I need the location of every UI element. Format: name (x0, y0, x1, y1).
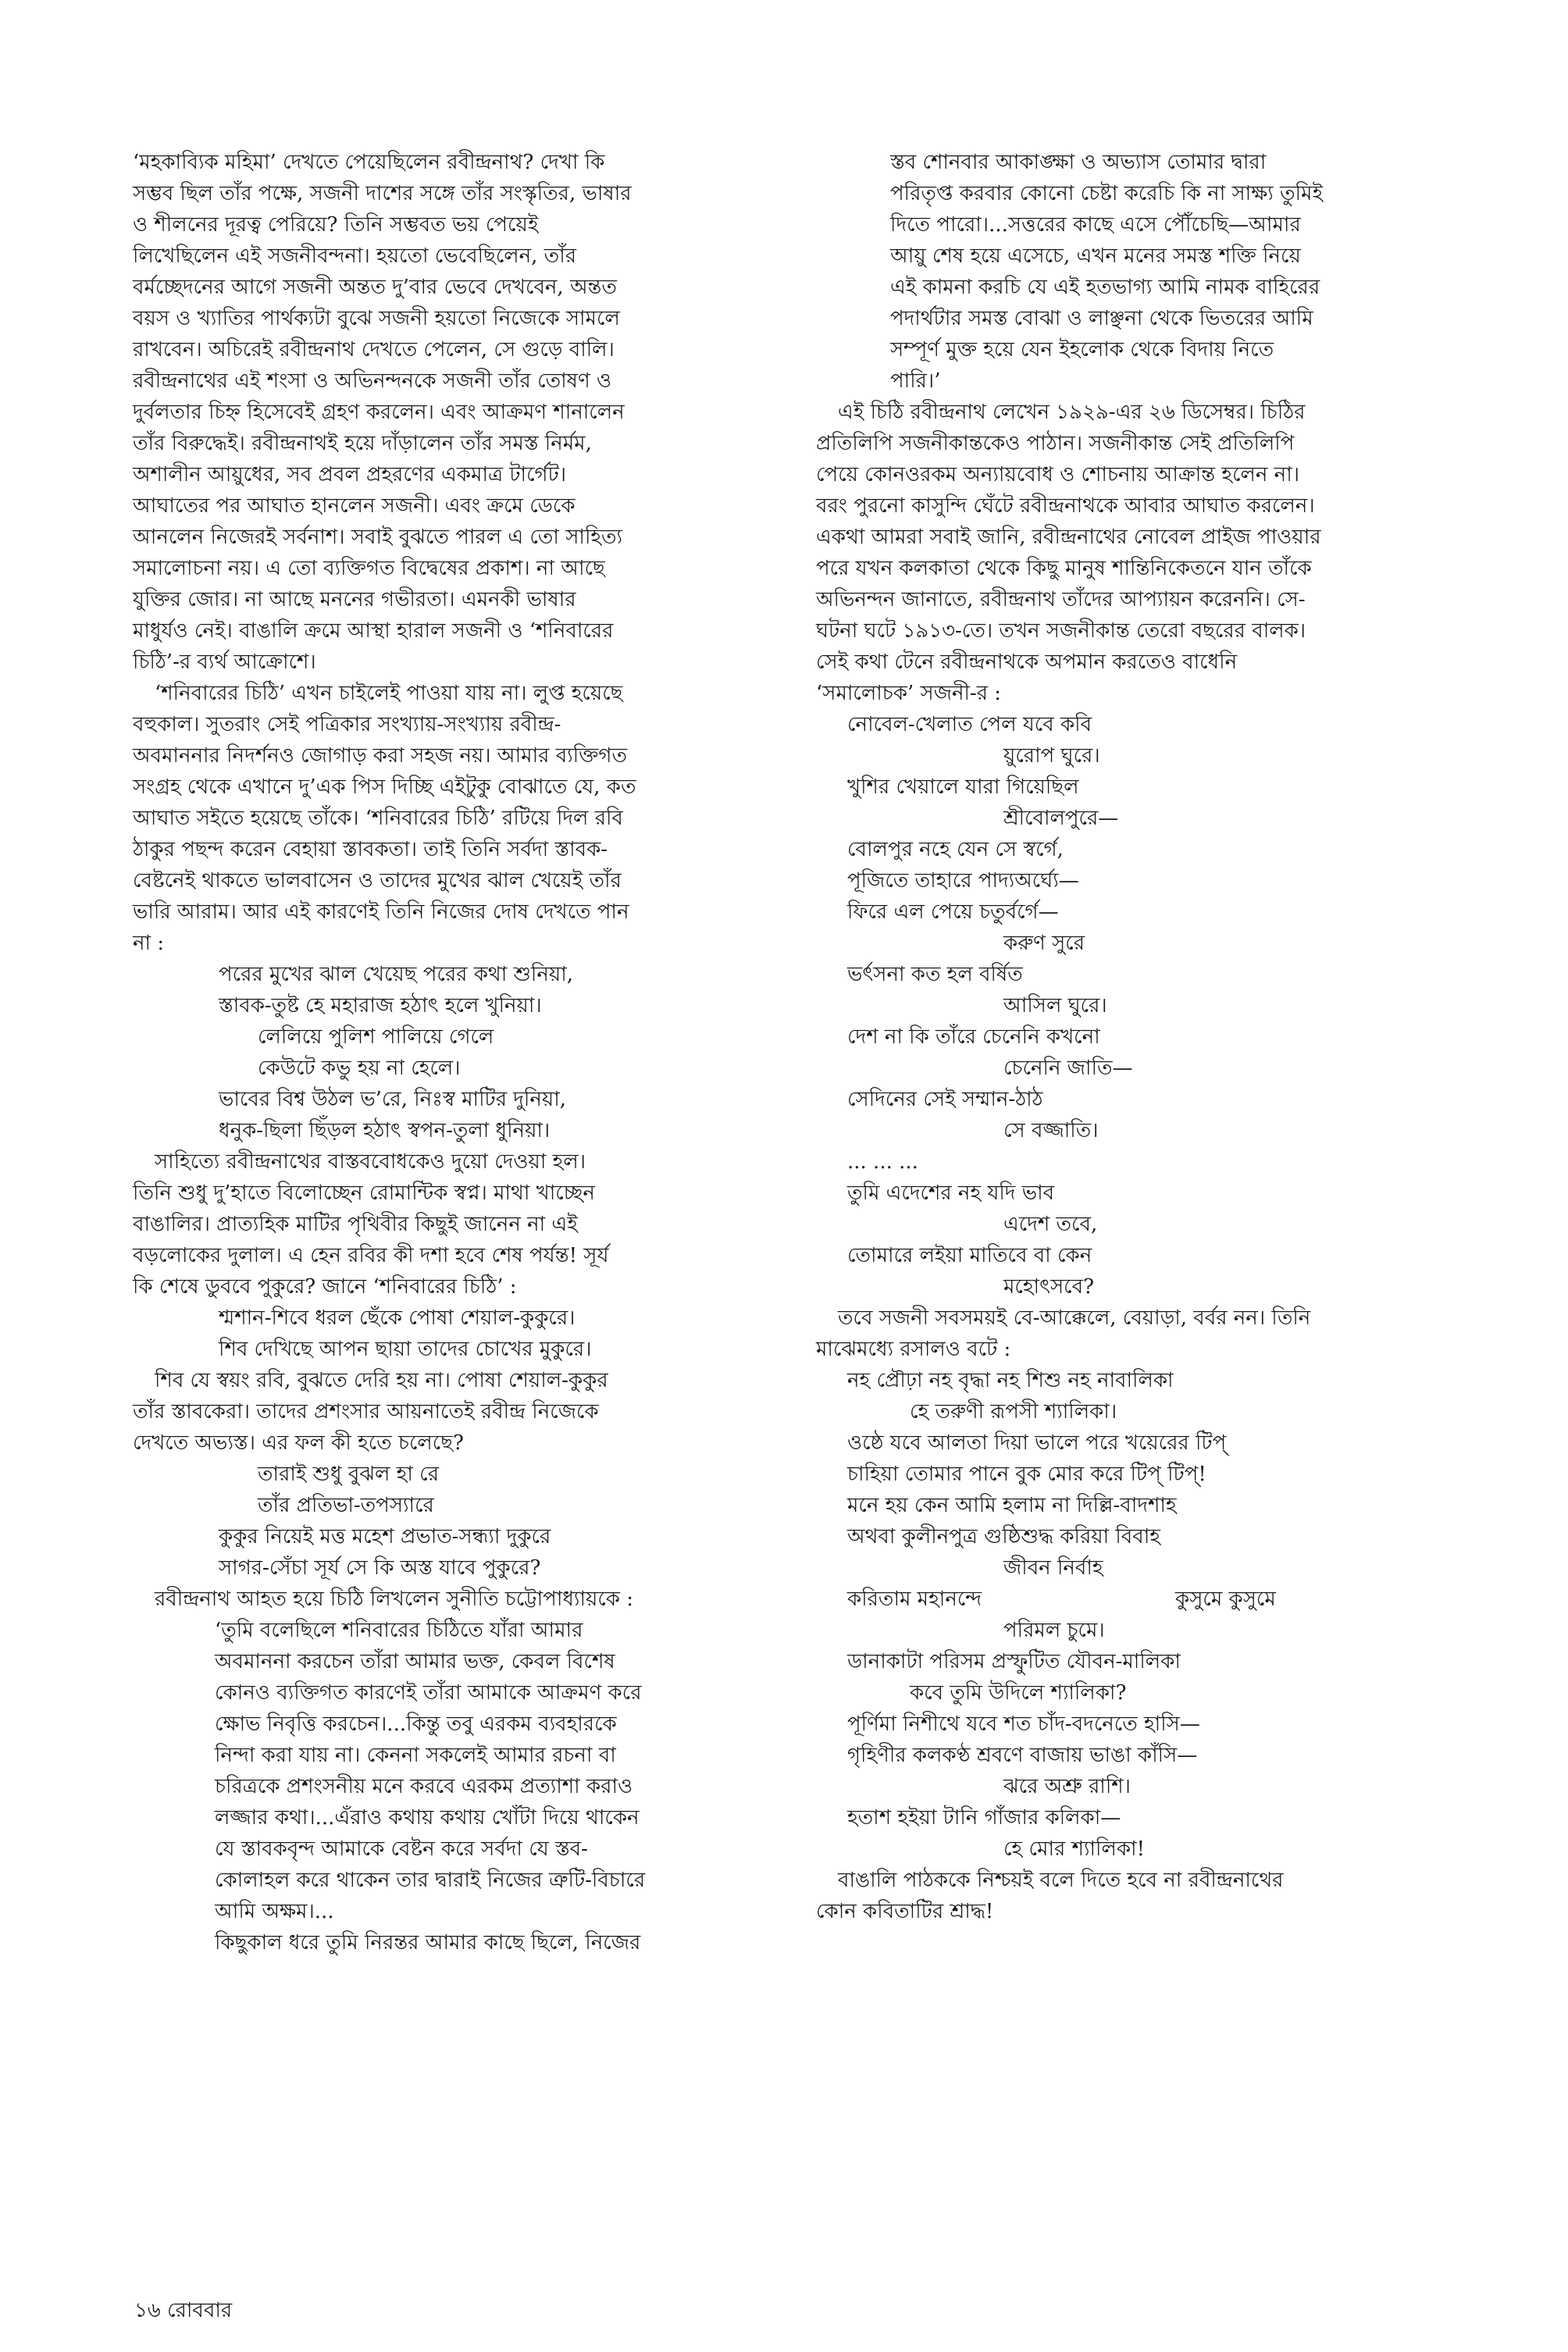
right-line: সেই কথা টেনে রবীন্দ্রনাথকে অপমান করতেও বাধেনি (816, 650, 1238, 674)
right-line: কুসুমে কুসুমে (1175, 1588, 1276, 1611)
right-line: জীবন নির্বাহ (1003, 1556, 1103, 1580)
left-line: রাখবেন। অচিরেই রবীন্দ্রনাথ দেখতে পেলেন, সে গুড়ে বালি। (133, 338, 615, 362)
right-line: কবে তুমি উদিলে শ্যালিকা? (910, 1681, 1127, 1705)
left-line: না : (133, 932, 165, 955)
right-line: তবে সজনী সবসময়ই বে-আক্কেলে, বেয়াড়া, বর্বর নন। তিনি (838, 1306, 1311, 1330)
left-line: তাঁর স্তাবকেরা। তাদের প্রশংসার আয়নাতেই রবীন্দ্র নিজেকে (133, 1400, 599, 1424)
left-line: বহুকাল। সুতরাং সেই পত্রিকার সংখ্যায়-সংখ্যায় রবীন্দ্র- (133, 713, 561, 736)
left-line: কি শেষে ডুববে পুকুরে? জানে ‘শনিবারের চিঠি’ : (133, 1275, 517, 1299)
left-line: কেউটে কভু হয় না হেলে। (258, 1057, 461, 1080)
left-line: শিব যে স্বয়ং রবি, বুঝতে দেরি হয় না। পোষা শেয়াল-কুকুর (155, 1369, 608, 1392)
right-line: ফিরে এল পেয়ে চতুর্বর্গে— (847, 900, 1059, 924)
right-line: একথা আমরা সবাই জানি, রবীন্দ্রনাথের নোবেল প্রাইজ পাওয়ার (816, 526, 1321, 549)
left-line: বেষ্টনেই থাকতে ভালবাসেন ও তাদের মুখের ঝাল খেয়েই তাঁর (133, 869, 622, 893)
left-line: তারাই শুধু বুঝল হা রে (258, 1463, 439, 1486)
right-line: শ্রীবোলপুরে— (1003, 807, 1119, 830)
right-line: সম্পূর্ণ মুক্ত হয়ে যেন ইহলোক থেকে বিদায় নিতে (890, 338, 1274, 362)
right-line: সেদিনের সেই সম্মান-ঠাঠ (847, 1088, 1043, 1111)
right-line: করুণ সুরে (1003, 932, 1085, 955)
right-line: মনে হয় কেন আমি হলাম না দিল্লি-বাদশাহ (847, 1494, 1177, 1517)
left-line: সাগর-সেঁচা সূর্য সে কি অস্ত যাবে পুকুরে? (219, 1556, 541, 1580)
right-line: বরং পুরনো কাসুন্দি ঘেঁটে রবীন্দ্রনাথকে আবার আঘাত করলেন। (816, 494, 1315, 518)
right-line: দিতে পারো।...সত্তরের কাছে এসে পৌঁচেছি—আমার (890, 213, 1301, 237)
right-line: সে বজ্জাতি। (1003, 1119, 1099, 1142)
right-line: এদেশ তবে, (1003, 1213, 1098, 1236)
left-line: লজ্জার কথা।...এঁরাও কথায় কথায় খোঁটা দিয়ে থাকেন (215, 1806, 640, 1830)
left-line: অবমাননা করচেন তাঁরা আমার ভক্ত, কেবল বিশেষ (215, 1650, 615, 1673)
left-line: বড়লোকের দুলাল। এ হেন রবির কী দশা হবে শেষ পর্যন্ত! সূর্য (133, 1244, 609, 1267)
right-line: অথবা কুলীনপুত্র গুষ্ঠিশুদ্ধ করিয়া বিবাহ (847, 1525, 1160, 1548)
left-line: সংগ্রহ থেকে এখানে দু’এক পিস দিচ্ছি এইটুকু বোঝাতে যে, কত (133, 775, 636, 799)
left-line: অবমাননার নিদর্শনও জোগাড় করা সহজ নয়। আমার ব্যক্তিগত (133, 744, 627, 768)
right-line: পদার্থটার সমস্ত বোঝা ও লাঞ্ছনা থেকে ভিতরের আমি (890, 307, 1313, 330)
right-line: মহোৎসবে? (1003, 1275, 1095, 1299)
right-line: হে মোর শ্যালিকা! (1003, 1837, 1146, 1861)
page-folio: ১৬ রোববার (134, 2299, 233, 2322)
right-line: নহ প্রৌঢ়া নহ বৃদ্ধা নহ শিশু নহ নাবালিকা (847, 1369, 1174, 1392)
left-line: কোলাহল করে থাকেন তার দ্বারাই নিজের ত্রুটি-বিচারে (215, 1869, 646, 1892)
right-line: করিতাম মহানন্দে (847, 1588, 982, 1611)
left-line: রবীন্দ্রনাথ আহত হয়ে চিঠি লিখলেন সুনীতি চট্টোপাধ্যায়কে : (155, 1588, 633, 1611)
left-line: কোনও ব্যক্তিগত কারণেই তাঁরা আমাকে আক্রমণ করে (215, 1681, 642, 1705)
right-line: চাহিয়া তোমার পানে বুক মোর করে টিপ্ টিপ্! (847, 1463, 1206, 1486)
left-line: শিব দেখিছে আপন ছায়া তাদের চোখের মুকুরে। (219, 1338, 592, 1361)
right-line: স্তব শোনবার আকাঙ্ক্ষা ও অভ্যাস তোমার দ্বারা (890, 151, 1267, 174)
left-line: ঠাকুর পছন্দ করেন বেহায়া স্তাবকতা। তাই তিনি সর্বদা স্তাবক- (133, 838, 608, 861)
right-line: তুমি এদেশের নহ যদি ভাব (847, 1181, 1055, 1205)
left-line: ও শীলনের দূরত্ব পেরিয়ে? তিনি সম্ভবত ভয় পেয়েই (133, 213, 539, 237)
left-line: কিছুকাল ধরে তুমি নিরন্তর আমার কাছে ছিলে, নিজের (215, 1931, 641, 1955)
left-line: সমালোচনা নয়। এ তো ব্যক্তিগত বিদ্বেষের প্রকাশ। না আছে (133, 557, 605, 580)
right-line: পরিমল চুমে। (1003, 1619, 1105, 1642)
left-line: আনলেন নিজেরই সর্বনাশ। সবাই বুঝতে পারল এ তো সাহিত্য (133, 526, 623, 549)
left-line: মাধুর্যও নেই। বাঙালি ক্রমে আস্থা হারাল সজনী ও ‘শনিবারের (133, 619, 614, 643)
left-line: তাঁর প্রতিভা-তপস্যারে (258, 1494, 434, 1517)
left-line: চরিত্রকে প্রশংসনীয় মনে করবে এরকম প্রত্যাশা করাও (215, 1775, 633, 1798)
right-line: নোবেল-খেলাত পেল যবে কবি (847, 713, 1092, 736)
left-line: নিন্দা করা যায় না। কেননা সকলেই আমার রচনা বা (215, 1744, 616, 1767)
left-line: তাঁর বিরুদ্ধেই। রবীন্দ্রনাথই হয়ে দাঁড়ালেন তাঁর সমস্ত নির্মম, (133, 432, 592, 455)
right-line: তোমারে লইয়া মাতিবে বা কেন (847, 1244, 1092, 1267)
right-line: গৃহিণীর কলকণ্ঠ শ্রবণে বাজায় ভাঙা কাঁসি— (847, 1744, 1198, 1767)
left-line: তিনি শুধু দু’হাতে বিলোচ্ছেন রোমান্টিক স্বপ্ন। মাথা খাচ্ছেন (133, 1181, 595, 1205)
right-line: ঘটনা ঘটে ১৯১৩-তে। তখন সজনীকান্ত তেরো বছরের বালক। (816, 619, 1306, 643)
right-line: ভর্ৎসনা কত হল বর্ষিত (847, 963, 1023, 986)
right-line: এই কামনা করচি যে এই হতভাগ্য আমি নামক বাহিরের (890, 276, 1320, 299)
right-line: দেশ না কি তাঁরে চেনেনি কখনো (847, 1025, 1100, 1049)
left-line: আঘাতের পর আঘাত হানলেন সজনী। এবং ক্রমে ডেকে (133, 494, 576, 518)
right-line: প্রতিলিপি সজনীকান্তকেও পাঠান। সজনীকান্ত সেই প্রতিলিপি (816, 432, 1295, 455)
left-line: স্তাবক-তুষ্ট হে মহারাজ হঠাৎ হলে খুনিয়া। (219, 994, 542, 1017)
right-line: এই চিঠি রবীন্দ্রনাথ লেখেন ১৯২৯-এর ২৬ ডিসেম্বর। চিঠির (838, 401, 1306, 424)
left-line: লিখেছিলেন এই সজনীবন্দনা। হয়তো ভেবেছিলেন, তাঁর (133, 244, 577, 268)
left-line: আমি অক্ষম।... (215, 1900, 334, 1923)
left-line: যে স্তাবকবৃন্দ আমাকে বেষ্টন করে সর্বদা যে স্তব- (215, 1837, 588, 1861)
left-line: পরের মুখের ঝাল খেয়েছ পরের কথা শুনিয়া, (219, 963, 574, 986)
left-line: কুকুর নিয়েই মত্ত মহেশ প্রভাত-সন্ধ্যা দুকুরে (219, 1525, 551, 1548)
right-line: কোন কবিতাটির শ্রাদ্ধ! (816, 1900, 994, 1923)
right-line: পরে যখন কলকাতা থেকে কিছু মানুষ শান্তিনিকেতনে যান তাঁকে (816, 557, 1312, 580)
right-line: খুশির খেয়ালে যারা গিয়েছিল (847, 775, 1079, 799)
left-line: অশালীন আয়ুধের, সব প্রবল প্রহরণের একমাত্র টার্গেট। (133, 463, 567, 486)
left-line: বর্মচ্ছেদনের আগে সজনী অন্তত দু’বার ভেবে দেখবেন, অন্তত (133, 276, 617, 299)
left-line: রবীন্দ্রনাথের এই শংসা ও অভিনন্দনকে সজনী তাঁর তোষণ ও (133, 369, 612, 393)
left-line: লেলিয়ে পুলিশ পালিয়ে গেলে (258, 1025, 494, 1049)
left-line: ‘শনিবারের চিঠি’ এখন চাইলেই পাওয়া যায় না। লুপ্ত হয়েছে (155, 682, 623, 705)
right-line: পারি।’ (890, 369, 941, 393)
right-line: ‘সমালোচক’ সজনী-র : (816, 682, 1002, 705)
left-line: দেখতে অভ্যস্ত। এর ফল কী হতে চলেছে? (133, 1431, 464, 1455)
right-line: পেয়ে কোনওরকম অন্যায়বোধ ও শোচনায় আক্রান্ত হলেন না। (816, 463, 1300, 486)
right-line: অভিনন্দন জানাতে, রবীন্দ্রনাথ তাঁদের আপ্যায়ন করেননি। সে- (816, 588, 1306, 611)
left-line: ক্ষোভ নিবৃত্তি করচেন।...কিন্তু তবু এরকম ব্যবহারকে (215, 1712, 617, 1736)
right-line: বোলপুর নহে যেন সে স্বর্গে, (847, 838, 1064, 861)
right-line: ওষ্ঠে যবে আলতা দিয়া ভালে পরে খয়েরের টিপ্ (847, 1431, 1227, 1455)
right-line: চেনেনি জাতি— (1003, 1057, 1133, 1080)
right-line: ঝরে অশ্রু রাশি। (1003, 1775, 1131, 1798)
right-line: ... ... ... (847, 1150, 918, 1174)
right-line: হতাশ হইয়া টানি গাঁজার কলিকা— (847, 1806, 1121, 1830)
right-line: ডানাকাটা পরিসম প্রস্ফুটিত যৌবন-মালিকা (847, 1650, 1181, 1673)
right-line: মাঝেমধ্যে রসালও বটে : (816, 1338, 1011, 1361)
left-line: সম্ভব ছিল তাঁর পক্ষে, সজনী দাশের সঙ্গে তাঁর সংস্কৃতির, ভাষার (133, 182, 632, 205)
left-line: ভারি আরাম। আর এই কারণেই তিনি নিজের দোষ দেখতে পান (133, 900, 629, 924)
left-line: ‘তুমি বলেছিলে শনিবারের চিঠিতে যাঁরা আমার (215, 1619, 583, 1642)
left-line: শ্মশান-শিবে ধরল ছেঁকে পোষা শেয়াল-কুকুরে। (219, 1306, 576, 1330)
left-line: বয়স ও খ্যাতির পার্থক্যটা বুঝে সজনী হয়তো নিজেকে সামলে (133, 307, 620, 330)
left-line: আঘাত সইতে হয়েছে তাঁকে। ‘শনিবারের চিঠি’ রটিয়ে দিল রবি (133, 807, 623, 830)
left-line: ‘মহকাব্যিক মহিমা’ দেখতে পেয়েছিলেন রবীন্দ্রনাথ? দেখা কি (133, 151, 605, 174)
right-line: পূর্ণিমা নিশীথে যবে শত চাঁদ-বদনেতে হাসি— (847, 1712, 1200, 1736)
right-line: বাঙালি পাঠককে নিশ্চয়ই বলে দিতে হবে না রবীন্দ্রনাথের (838, 1869, 1284, 1892)
left-line: বাঙালির। প্রাত্যহিক মাটির পৃথিবীর কিছুই জানেন না এই (133, 1213, 578, 1236)
right-line: পূজিতে তাহারে পাদ্যঅর্ঘ্যে— (847, 869, 1079, 893)
left-line: চিঠি’-র ব্যর্থ আক্রোশে। (133, 650, 316, 674)
right-line: পরিতৃপ্ত করবার কোনো চেষ্টা করেচি কি না সাক্ষ্য তুমিই (890, 182, 1323, 205)
left-line: সাহিত্যে রবীন্দ্রনাথের বাস্তববোধকেও দুয়ো দেওয়া হল। (155, 1150, 586, 1174)
left-line: ধনুক-ছিলা ছিঁড়ল হঠাৎ স্বপন-তুলা ধুনিয়া। (219, 1119, 551, 1142)
left-line: দুর্বলতার চিহ্ন হিসেবেই গ্রহণ করলেন। এবং আক্রমণ শানালেন (133, 401, 625, 424)
right-line: আয়ু শেষ হয়ে এসেচে, এখন মনের সমস্ত শক্তি নিয়ে (890, 244, 1301, 268)
right-line: আসিল ঘুরে। (1003, 994, 1107, 1017)
left-line: ভাবের বিশ্ব উঠল ভ’রে, নিঃস্ব মাটির দুনিয়া, (219, 1088, 567, 1111)
left-line: যুক্তির জোর। না আছে মননের গভীরতা। এমনকী ভাষার (133, 588, 576, 611)
right-line: হে তরুণী রূপসী শ্যালিকা। (910, 1400, 1117, 1424)
right-line: য়ুরোপ ঘুরে। (1003, 744, 1100, 768)
